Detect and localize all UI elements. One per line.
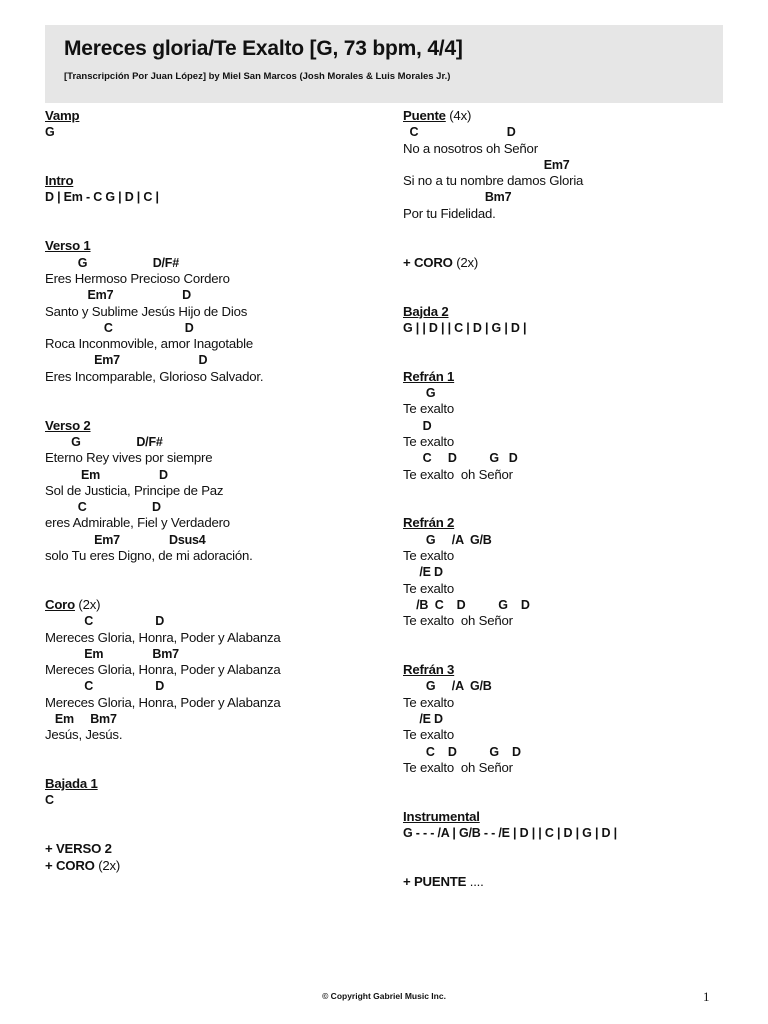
lyric-line: Sol de Justicia, Principe de Paz: [45, 482, 224, 498]
spacer: [403, 271, 733, 287]
lyric-line: Eres Incomparable, Glorioso Salvador.: [45, 368, 264, 384]
repeat-count: ....: [466, 873, 484, 889]
chord-line: G: [403, 386, 436, 401]
section-label: Bajada 1: [45, 776, 98, 792]
spacer: [403, 630, 733, 646]
copyright-notice: © Copyright Gabriel Music Inc.: [322, 991, 446, 1001]
chord-line: Em7 D: [45, 353, 208, 368]
spacer: [45, 401, 385, 417]
lyric-line: No a nosotros oh Señor: [403, 140, 538, 156]
lyric-line: Te exalto: [403, 727, 454, 743]
section-label: Refrán 3: [403, 662, 455, 678]
spacer: [403, 287, 733, 303]
repeat-instruction: [45, 841, 385, 857]
section-label: Refrán 1: [403, 368, 455, 384]
section-label: Vamp: [45, 108, 80, 123]
repeat-instruction: [403, 874, 733, 890]
chord-line: C D: [45, 500, 161, 515]
spacer: [403, 792, 733, 808]
spacer: [45, 157, 385, 173]
section-heading: [403, 515, 733, 531]
lyric-line: Mereces Gloria, Honra, Poder y Alabanza: [45, 629, 281, 645]
section-label: Verso 1: [45, 238, 91, 254]
chord-line: D: [403, 418, 432, 433]
section-label: Intro: [45, 173, 74, 189]
section-label: + PUENTE: [403, 873, 467, 889]
spacer: [45, 825, 385, 841]
lyric-line: eres Admirable, Fiel y Verdadero: [45, 515, 230, 531]
chord-line: G D/F#: [45, 255, 179, 270]
lyric-line: Te exalto: [403, 433, 454, 449]
section-heading: [45, 108, 385, 124]
lyric-line: Roca Inconmovible, amor Inagotable: [45, 336, 253, 352]
section-label: Coro: [45, 596, 75, 612]
repeat-instruction: [45, 858, 385, 874]
song-title: Mereces gloria/Te Exalto [G, 73 bpm, 4/4]: [64, 37, 463, 60]
chord-line: /E D: [403, 711, 443, 726]
spacer: [45, 760, 385, 776]
section-heading: [403, 662, 733, 678]
spacer: [45, 206, 385, 222]
lyric-line: Te exalto oh Señor: [403, 613, 513, 629]
spacer: [403, 776, 733, 792]
spacer: [403, 646, 733, 662]
section-label: + CORO: [403, 254, 453, 270]
spacer: [45, 581, 385, 597]
lyric-line: Mereces Gloria, Honra, Poder y Alabanza: [45, 662, 281, 678]
lyric-line: Te exalto: [403, 580, 454, 596]
section-heading: [403, 369, 733, 385]
section-label: Verso 2: [45, 417, 91, 433]
lyric-line: Santo y Sublime Jesús Hijo de Dios: [45, 303, 248, 319]
spacer: [403, 352, 733, 368]
lyric-line: Eterno Rey vives por siempre: [45, 450, 213, 466]
section-heading: [403, 304, 733, 320]
spacer: [45, 141, 385, 157]
chord-line: Em7 Dsus4: [45, 532, 206, 547]
section-heading: [45, 238, 385, 254]
repeat-count: (2x): [74, 596, 101, 612]
chord-line: C: [45, 793, 54, 808]
section-label: Instrumental: [403, 808, 480, 824]
lyric-line: Eres Hermoso Precioso Cordero: [45, 270, 230, 286]
lyric-line: Te exalto: [403, 401, 454, 417]
spacer: [45, 385, 385, 401]
chord-line: C D: [45, 320, 194, 335]
page-number: 1: [703, 989, 710, 1004]
spacer: [403, 222, 733, 238]
lyric-line: Mereces Gloria, Honra, Poder y Alabanza: [45, 694, 281, 710]
chord-line: G D/F#: [45, 434, 163, 449]
spacer: [45, 564, 385, 580]
lyric-line: Jesús, Jesús.: [45, 727, 123, 743]
chord-line: C D G D: [403, 451, 518, 466]
chord-line: C D: [45, 614, 165, 629]
right-column: [403, 108, 733, 890]
chord-line: C D: [403, 125, 516, 140]
chord-line: Em Bm7: [45, 646, 179, 661]
chord-line: Em D: [45, 467, 168, 482]
repeat-count: (4x): [445, 108, 472, 123]
chord-line: G | | D | | C | D | G | D |: [403, 320, 527, 335]
chord-line: G: [45, 125, 55, 140]
song-credits: [Transcripción Por Juan López] by Miel San Marcos (Josh Morales & Luis Morales Jr.): [64, 71, 451, 82]
lyric-line: Te exalto: [403, 694, 454, 710]
lyric-line: solo Tu eres Digno, de mi adoración.: [45, 548, 253, 564]
repeat-instruction: [403, 255, 733, 271]
chord-line: Em7 D: [45, 288, 191, 303]
chord-line: /E D: [403, 565, 443, 580]
spacer: [403, 499, 733, 515]
spacer: [45, 222, 385, 238]
lyric-line: Si no a tu nombre damos Gloria: [403, 173, 584, 189]
spacer: [403, 336, 733, 352]
section-heading: [45, 418, 385, 434]
section-heading: [45, 776, 385, 792]
chord-line: G - - - /A | G/B - - /E | D | | C | D | G | D |: [403, 826, 617, 841]
section-label: Puente: [403, 108, 446, 123]
chord-line: /B C D G D: [403, 597, 530, 612]
chord-line: C D G D: [403, 744, 521, 759]
section-heading: [45, 173, 385, 189]
section-label: + VERSO 2: [45, 841, 112, 857]
chord-line: G /A G/B: [403, 679, 492, 694]
spacer: [403, 238, 733, 254]
section-heading: [403, 108, 733, 124]
chord-line: C D: [45, 679, 165, 694]
chord-line: Em7: [403, 157, 570, 172]
lyric-line: Te exalto: [403, 548, 454, 564]
section-heading: [403, 809, 733, 825]
spacer: [45, 744, 385, 760]
chord-line: Bm7: [403, 190, 512, 205]
repeat-count: (2x): [94, 857, 121, 873]
lyric-line: Te exalto oh Señor: [403, 759, 513, 775]
spacer: [403, 858, 733, 874]
chord-line: D | Em - C G | D | C |: [45, 190, 159, 205]
lyric-line: Te exalto oh Señor: [403, 466, 513, 482]
spacer: [403, 483, 733, 499]
left-column: [45, 108, 385, 874]
repeat-count: (2x): [452, 254, 479, 270]
spacer: [45, 809, 385, 825]
section-heading: [45, 597, 385, 613]
lyric-line: Por tu Fidelidad.: [403, 205, 496, 221]
section-label: Refrán 2: [403, 515, 455, 531]
section-label: Bajda 2: [403, 303, 449, 319]
song-header: [45, 25, 723, 103]
section-label: + CORO: [45, 857, 95, 873]
chord-line: Em Bm7: [45, 711, 117, 726]
chord-line: G /A G/B: [403, 532, 492, 547]
spacer: [403, 841, 733, 857]
